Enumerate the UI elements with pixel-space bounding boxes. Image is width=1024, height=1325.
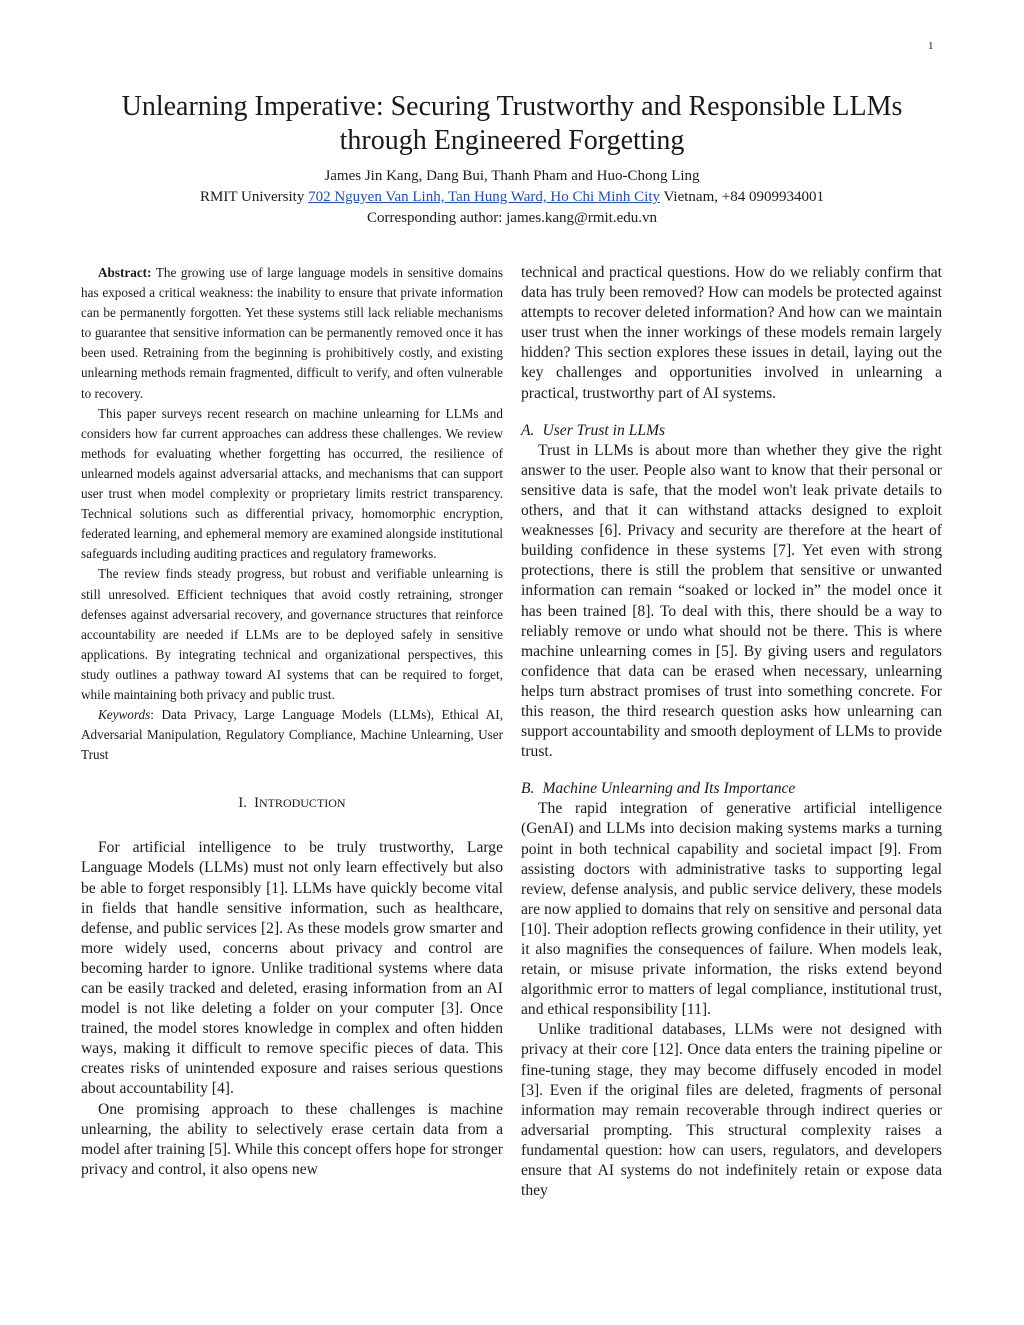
abstract-p2: This paper surveys recent research on machine unlearning for LLMs and considers how far current approaches can address these challenges. We review methods for evaluating whether forgetting has occurred, the resilience of unlearned models against adversarial attacks, and mechanisms that can support user trust when model complexity or proprietary limits restrict transparency. Technical solutions such as differential privacy, homomorphic encryption, federated learning, and ephemeral memory are examined alongside institutional safeguards including auditing practices and regulatory frameworks. [81, 405, 503, 562]
paper-title: Unlearning Imperative: Securing Trustworthy and Responsible LLMs through Engineered Forgetting [121, 91, 903, 156]
user-trust-p1: Trust in LLMs is about more than whether they give the right answer to the user. People also want to know that their personal or sensitive data is safe, that the model won't leak private details to others, and that it can withstand attacks designed to exploit weaknesses [6]. Privacy and security are therefore at the heart of building confidence in these systems [7]. Yet even with strong protections, there is still the problem that sensitive or unwanted information can remain “soaked or locked in” the model once it has been trained [8]. To deal with this, there should be a way to reliably remove or undo what should not be there. This is where machine unlearning comes in [5]. By giving users and regulators confidence that data can be erased when necessary, unlearning helps turn abstract promises of trust into something concrete. For this reason, the third research question asks how unlearning can support accountability and smooth deployment of LLMs to provide trust. [521, 441, 942, 761]
introduction-body [81, 838, 503, 1180]
authors: James Jin Kang, Dang Bui, Thanh Pham and Huo-Chong Ling [324, 168, 700, 184]
subsection-heading-user-trust: A. User Trust in LLMs [521, 421, 666, 439]
affiliation-rest: Vietnam, +84 0909934001 [663, 189, 824, 205]
right-column [521, 263, 942, 1201]
right-body [521, 263, 942, 1201]
keywords: Keywords: Data Privacy, Large Language Models (LLMs), Ethical AI, Adversarial Manipulation, Regulatory Compliance, Machine Unlearning, User Trust [81, 707, 503, 763]
machine-unlearning-p2: Unlike traditional databases, LLMs were not designed with privacy at their core [12]. Once data enters the training pipeline or fine-tuning stage, they may become diffusely encoded in model [3]. Even if the original files are deleted, fragments of personal information may remain recoverable through indirect queries or adversarial prompting. This structural complexity raises a fundamental question: how can users, regulators, and developers ensure that AI systems do not indefinitely retain or expose data they [521, 1021, 942, 1200]
abstract [81, 263, 503, 765]
abstract-p3: The review finds steady progress, but robust and verifiable unlearning is still unresolved. Efficient techniques that avoid costly retraining, stronger defenses against adversarial recovery, and governance structures that reinforce accountability are needed if LLMs are to be deployed safely in sensitive applications. By integrating technical and organizational perspectives, this study outlines a pathway toward AI systems that can be required to forget, while maintaining both privacy and public trust. [81, 566, 503, 702]
intro-p1: For artificial intelligence to be truly trustworthy, Large Language Models (LLMs) must not only learn effectively but also be able to forget responsibly [1]. LLMs have quickly become vital in fields that handle sensitive information, such as healthcare, defense, and public services [2]. As these models grow smarter and more widely used, concerns about privacy and control are becoming harder to ignore. Unlike traditional systems where data can be easily tracked and deleted, erasing information from an AI model is not like deleting a folder on your computer [3]. Once trained, the model stores knowledge in complex and often hidden ways, making it difficult to remove specific pieces of data. This creates risks of unintended exposure and raises serious questions about accountability [4]. [81, 839, 503, 1098]
subsection-heading-machine-unlearning: B. Machine Unlearning and Its Importance [521, 780, 796, 798]
institution: RMIT University [200, 189, 305, 205]
section-heading-introduction: I. INTRODUCTION [238, 795, 346, 812]
abstract-label: Abstract: [98, 265, 152, 280]
intro-p2: One promising approach to these challenges is machine unlearning, the ability to selectively erase certain data from a model after training [5]. While this concept offers hope for stronger privacy and control, it also opens new [81, 1100, 503, 1178]
machine-unlearning-p1: The rapid integration of generative artificial intelligence (GenAI) and LLMs into decision making systems marks a turning point in both technical capability and societal impact [9]. From assisting doctors with administrative tasks to supporting legal review, defense analysis, and public service delivery, these models are now applied to domains that rely on sensitive and personal data [10]. Their adoption reflects growing confidence in their utility, yet it also magnifies the consequences of failure. When models leak, retain, or misuse private information, the risks extend beyond algorithmic error to matters of legal compliance, institutional trust, and ethical responsibility [11]. [521, 800, 942, 1019]
abstract-p1: Abstract: The growing use of large language models in sensitive domains has exposed a critical weakness: the inability to ensure that private information can be permanently forgotten. Yet these systems still lack reliable mechanisms to guarantee that sensitive information can be permanently removed once it has been used. Retraining from the beginning is prohibitively costly, and existing unlearning methods remain fragmented, difficult to verify, and often vulnerable to recovery. [81, 265, 504, 401]
page-number: 1 [928, 40, 934, 52]
corresponding-author: Corresponding author: james.kang@rmit.edu.vn [366, 210, 657, 226]
affiliation [60, 187, 964, 208]
paper-meta [60, 166, 964, 229]
left-column [81, 263, 503, 1180]
address-link[interactable]: 702 Nguyen Van Linh, Tan Hung Ward, Ho Chi Minh City [308, 189, 660, 205]
keywords-label: Keywords [98, 707, 151, 723]
intro-p2-continued: technical and practical questions. How do we reliably confirm that data has truly been removed? How can models be protected against attempts to recover deleted information? And how can we maintain user trust when the inner workings of these models remain largely hidden? This section explores these issues in detail, laying out the key challenges and opportunities involved in unlearning a practical, trustworthy part of AI systems. [521, 264, 942, 402]
